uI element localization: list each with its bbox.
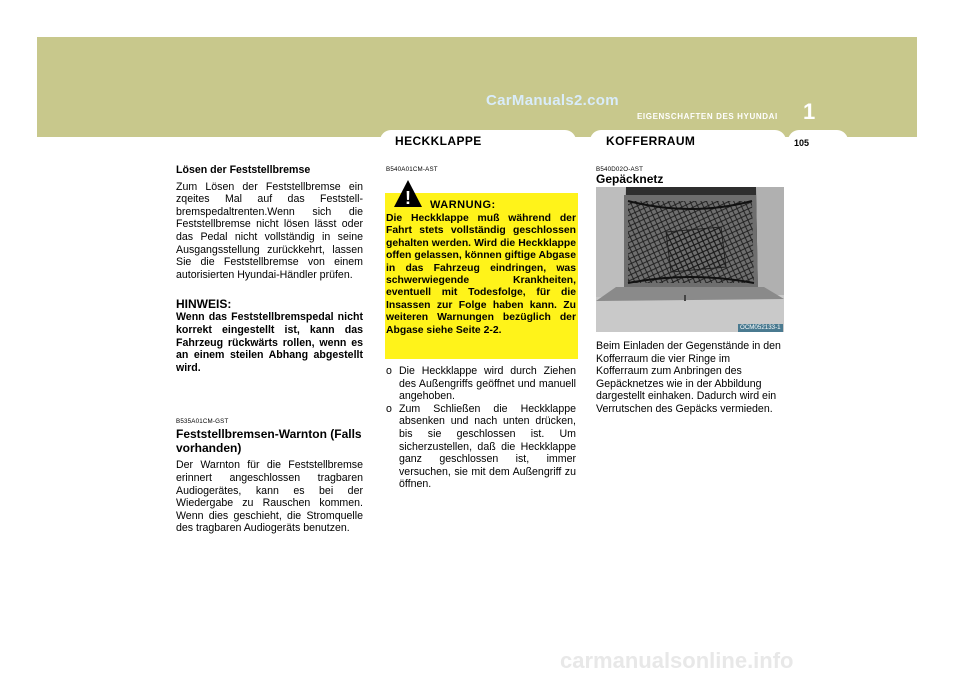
warning-text: Die Heckklappe muß während der Fahrt stets vollständig geschlossen gehalten werden. Wird die Heckklappe offen gelassen, können giftige Abgase in das Fahrzeug eindringen, was schwerwiegende Krankheiten, eventuell mit Todesfolge, für die Insassen zur Folge haben kann. Zu weiteren Warnungen bezüglich der Abgase siehe Seite 2-2. bbox=[386, 213, 576, 336]
cargo-net-text: Beim Einladen der Gegenstände in den Kofferraum die vier Ringe im Kofferraum zum Anbringen des Gepäcknetzes wie in der Abbildung dargestellt einhaken. Dadurch wird ein Verrutschen des Gepäcks vermieden. bbox=[596, 340, 781, 415]
instruction-list bbox=[386, 365, 576, 491]
warning-triangle-icon bbox=[392, 178, 424, 210]
chapter-number: 1 bbox=[803, 99, 816, 124]
left-column bbox=[176, 164, 363, 535]
right-section-heading: Gepäcknetz bbox=[596, 172, 664, 186]
footer-watermark: carmanualsonline.info bbox=[560, 648, 794, 673]
cargo-net-photo bbox=[596, 187, 784, 332]
bullet-marker: o bbox=[386, 365, 392, 377]
warning-title: WARNUNG: bbox=[430, 199, 496, 211]
section-text: Der Warnton für die Feststellbremse erinnert angeschlossen tragbaren Audiogerätes, kann es bei der Wiedergabe zu Rauschen kommen. Wenn dies geschieht, die Stromquelle des tragbaren Audiogeräts benutzen. bbox=[176, 459, 363, 535]
note-heading: HINWEIS: bbox=[176, 297, 232, 312]
page-number: 105 bbox=[794, 138, 810, 148]
warning-symbol: ! bbox=[405, 188, 411, 208]
list-item-text: Die Heckklappe wird durch Ziehen des Außengriffs geöffnet und manuell angehoben. bbox=[399, 365, 576, 403]
list-item-text: Zum Schließen die Heckklappe absenken und nach unten drücken, bis sie geschlossen ist. Um sicherzustellen, daß die Heckklappe ganz geschlossen ist, immer versuchen, sie mit dem Außengriff zu öffnen. bbox=[399, 402, 576, 491]
cargo-net-illustration bbox=[596, 187, 784, 332]
right-section-code: B540D02O-AST bbox=[596, 166, 644, 173]
right-column-text bbox=[596, 340, 785, 416]
tab-heckklappe-label: HECKKLAPPE bbox=[395, 134, 482, 148]
chapter-header-band bbox=[37, 37, 917, 137]
list-item bbox=[386, 403, 576, 491]
list-item bbox=[386, 365, 576, 403]
bullet-marker: o bbox=[386, 402, 392, 415]
section-code: B535A01CM-GST bbox=[176, 418, 229, 426]
note-text: Wenn das Feststellbremspedal nicht korrekt eingestellt ist, kann das Fahrzeug rückwärts rollen, wenn es an einem steilen Abhang abgestellt wird. bbox=[176, 311, 363, 374]
chapter-title: EIGENSCHAFTEN DES HYUNDAI bbox=[637, 112, 778, 121]
release-text: Zum Lösen der Feststellbremse ein zqeites Mal auf das Feststell-bremspedaltrenten.Wenn sich die Feststellbremse nicht lösen lässt oder das Pedal nicht vollständig in seine Ausgangsstellung zurückkehrt, lassen Sie die Feststellbremse von einem autorisierten Hyundai-Händler prüfen. bbox=[176, 180, 363, 281]
middle-section-code: B540A01CM-AST bbox=[386, 166, 438, 173]
release-heading: Lösen der Feststellbremse bbox=[176, 164, 311, 176]
site-watermark: CarManuals2.com bbox=[486, 92, 619, 109]
tab-kofferraum-label: KOFFERRAUM bbox=[606, 134, 696, 148]
photo-code: OCM052133-1 bbox=[740, 324, 781, 331]
section-heading: Feststellbremsen-Warnton (Falls vorhanden) bbox=[176, 427, 362, 456]
